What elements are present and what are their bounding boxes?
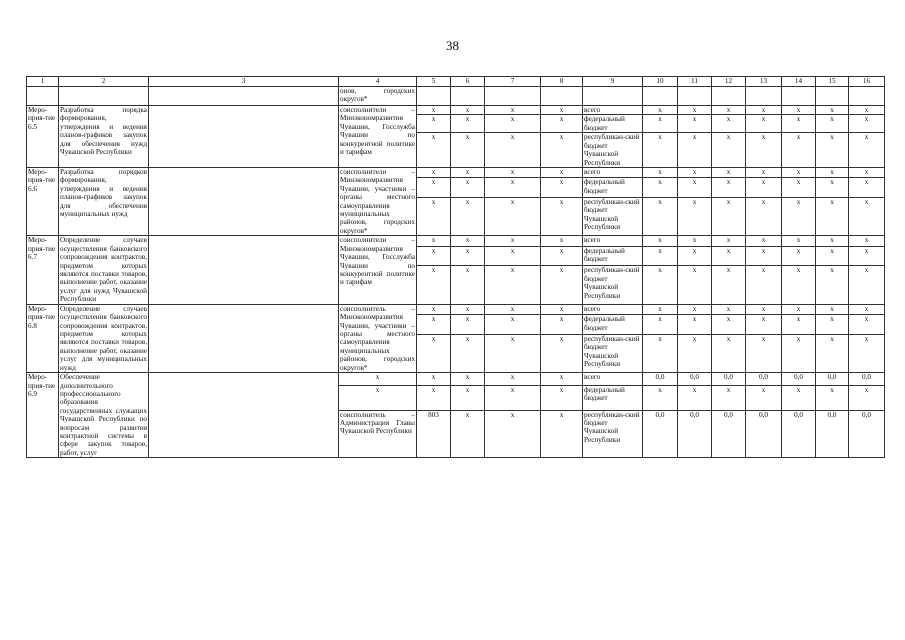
year-value: x	[712, 198, 746, 236]
year-value: x	[643, 246, 678, 266]
year-value: x	[712, 133, 746, 168]
empty-cell	[27, 87, 59, 106]
year-value: x	[816, 106, 849, 115]
year-value: x	[643, 236, 678, 246]
year-value: x	[712, 266, 746, 304]
header-cell: 6	[451, 77, 485, 87]
year-value: x	[782, 246, 816, 266]
year-value: x	[782, 106, 816, 115]
activity-code: Меро-прия-тие 6.5	[27, 106, 59, 168]
year-value: x	[782, 178, 816, 198]
year-value: x	[678, 334, 712, 372]
code-vr: x	[541, 198, 583, 236]
funding-source: федеральный бюджет	[583, 246, 643, 266]
year-value: x	[678, 115, 712, 133]
activity-executors: соисполнители – Минэкономразвития Чувашии, Госслужба Чувашии по конкурентной политике и тарифам	[339, 106, 417, 168]
code-vr: x	[541, 315, 583, 335]
code-gr: x	[417, 373, 451, 386]
activity-name: Обеспечение дополнительного профессионального образования государственных служащих Чувашской Республики по вопросам развития контрактной системы в сфере закупок товаров, работ, услуг	[60, 373, 147, 457]
header-cell: 13	[746, 77, 782, 87]
year-value: x	[782, 334, 816, 372]
year-value: x	[816, 246, 849, 266]
code-gr: x	[417, 198, 451, 236]
activity-row	[27, 236, 885, 246]
code-rz: x	[451, 236, 485, 246]
code-csr: x	[485, 266, 541, 304]
year-value: x	[746, 386, 782, 411]
year-value: 0,0	[849, 373, 885, 386]
year-value: x	[816, 178, 849, 198]
program-table	[26, 76, 885, 458]
activity-name: Определение случаев осуществления банковского сопровождения контрактов, предметом которых являются поставки товаров, выполнение работ, оказание услуг для муниципальных нужд	[60, 304, 147, 372]
year-value: x	[849, 334, 885, 372]
code-gr: 803	[417, 410, 451, 458]
header-cell: 15	[816, 77, 849, 87]
activity-row	[27, 304, 885, 314]
year-value: x	[712, 304, 746, 314]
code-gr: x	[417, 236, 451, 246]
funding-source: всего	[583, 167, 643, 177]
year-value: x	[849, 304, 885, 314]
year-value: x	[849, 246, 885, 266]
year-value: x	[746, 106, 782, 115]
code-rz: x	[451, 106, 485, 115]
year-value: x	[849, 236, 885, 246]
year-value: x	[816, 198, 849, 236]
year-value: x	[746, 246, 782, 266]
code-vr: x	[541, 236, 583, 246]
code-csr: x	[485, 178, 541, 198]
year-value: 0,0	[746, 373, 782, 386]
code-csr: x	[485, 386, 541, 411]
year-value: x	[712, 334, 746, 372]
year-value: x	[643, 178, 678, 198]
year-value: x	[678, 106, 712, 115]
year-value: x	[746, 266, 782, 304]
year-value: x	[643, 304, 678, 314]
empty-cell	[485, 87, 541, 106]
year-value: 0,0	[678, 373, 712, 386]
empty-cell	[417, 87, 451, 106]
empty-cell	[816, 87, 849, 106]
code-rz: x	[451, 373, 485, 386]
funding-source: всего	[583, 304, 643, 314]
year-value: x	[816, 266, 849, 304]
code-gr: x	[417, 106, 451, 115]
code-vr: x	[541, 334, 583, 372]
activity-code: Меро-прия-тие 6.7	[27, 236, 59, 304]
funding-source: республикан-ский бюджет Чувашской Республики	[583, 334, 643, 372]
code-vr: x	[541, 178, 583, 198]
year-value: x	[643, 115, 678, 133]
code-rz: x	[451, 178, 485, 198]
code-csr: x	[485, 198, 541, 236]
funding-source: республикан-ский бюджет Чувашской Республики	[583, 266, 643, 304]
year-value: x	[782, 236, 816, 246]
year-value: 0,0	[746, 410, 782, 458]
code-gr: x	[417, 246, 451, 266]
code-vr: x	[541, 304, 583, 314]
year-value: x	[678, 386, 712, 411]
header-cell: 11	[678, 77, 712, 87]
header-cell: 3	[149, 77, 339, 87]
empty-cell	[849, 87, 885, 106]
empty-cell	[149, 304, 339, 372]
year-value: x	[782, 304, 816, 314]
code-csr: x	[485, 133, 541, 168]
code-rz: x	[451, 198, 485, 236]
year-value: x	[643, 198, 678, 236]
activity-row	[27, 106, 885, 115]
year-value: 0,0	[849, 410, 885, 458]
header-cell: 14	[782, 77, 816, 87]
activity-executors: соисполнитель – Администрация Главы Чувашской Республики	[339, 410, 417, 458]
funding-source: федеральный бюджет	[583, 386, 643, 411]
year-value: x	[712, 167, 746, 177]
empty-cell	[541, 87, 583, 106]
code-rz: x	[451, 167, 485, 177]
header-cell: 4	[339, 77, 417, 87]
year-value: x	[678, 304, 712, 314]
code-gr: x	[417, 304, 451, 314]
header-cell: 1	[27, 77, 59, 87]
year-value: x	[643, 315, 678, 335]
code-rz: x	[451, 266, 485, 304]
year-value: x	[816, 304, 849, 314]
year-value: 0,0	[816, 373, 849, 386]
year-value: 0,0	[782, 373, 816, 386]
activity-name: Разработка порядков формирования, утверждения и ведения планов-графиков закупок для обеспечения муниципальных нужд	[59, 167, 149, 235]
code-rz: x	[451, 246, 485, 266]
year-value: x	[816, 167, 849, 177]
header-cell: 2	[59, 77, 149, 87]
empty-cell	[451, 87, 485, 106]
code-rz: x	[451, 410, 485, 458]
empty-cell	[643, 87, 678, 106]
year-value: x	[712, 236, 746, 246]
year-value: x	[816, 334, 849, 372]
year-value: x	[643, 106, 678, 115]
code-vr: x	[541, 115, 583, 133]
year-value: x	[782, 167, 816, 177]
year-value: x	[746, 304, 782, 314]
funding-source: республикан-ский бюджет Чувашской Республики	[583, 410, 643, 458]
funding-source: республикан-ский бюджет Чувашской Республики	[583, 133, 643, 168]
year-value: x	[816, 315, 849, 335]
year-value: 0,0	[643, 410, 678, 458]
empty-cell	[746, 87, 782, 106]
year-value: x	[849, 106, 885, 115]
code-gr: x	[417, 133, 451, 168]
year-value: x	[782, 198, 816, 236]
year-value: 0,0	[816, 410, 849, 458]
code-rz: x	[451, 115, 485, 133]
code-vr: x	[541, 266, 583, 304]
year-value: x	[678, 178, 712, 198]
year-value: x	[782, 266, 816, 304]
year-value: 0,0	[643, 373, 678, 386]
activity-code: Меро-прия-тие 6.9	[27, 373, 59, 458]
header-cell: 16	[849, 77, 885, 87]
year-value: x	[782, 133, 816, 168]
empty-cell	[782, 87, 816, 106]
code-rz: x	[451, 304, 485, 314]
year-value: 0,0	[678, 410, 712, 458]
year-value: x	[782, 386, 816, 411]
year-value: x	[643, 133, 678, 168]
year-value: x	[712, 115, 746, 133]
empty-cell	[149, 106, 339, 168]
year-value: x	[678, 133, 712, 168]
code-rz: x	[451, 386, 485, 411]
header-cell: 8	[541, 77, 583, 87]
year-value: x	[849, 266, 885, 304]
year-value: x	[746, 236, 782, 246]
code-gr: x	[417, 167, 451, 177]
year-value: x	[746, 167, 782, 177]
funding-source: федеральный бюджет	[583, 178, 643, 198]
year-value: x	[712, 178, 746, 198]
code-csr: x	[485, 167, 541, 177]
header-cell: 12	[712, 77, 746, 87]
year-value: x	[678, 315, 712, 335]
code-rz: x	[451, 133, 485, 168]
funding-source: всего	[583, 236, 643, 246]
empty-cell	[149, 167, 339, 235]
year-value: x	[712, 106, 746, 115]
code-csr: x	[485, 410, 541, 458]
activity-executors: соисполнитель – Минэкономразвития Чувашии, участники – органы местного самоуправления муниципальных районов, городских округов*	[340, 304, 415, 372]
year-value: x	[746, 334, 782, 372]
activity-row	[27, 167, 885, 177]
code-gr: x	[417, 386, 451, 411]
code-gr: x	[417, 315, 451, 335]
year-value: x	[816, 386, 849, 411]
year-value: x	[712, 246, 746, 266]
year-value: x	[678, 246, 712, 266]
empty-cell	[678, 87, 712, 106]
year-value: x	[849, 167, 885, 177]
code-csr: x	[485, 315, 541, 335]
year-value: x	[746, 198, 782, 236]
activity-code: Меро-прия-тие 6.8	[27, 304, 59, 372]
code-vr: x	[541, 373, 583, 386]
year-value: x	[746, 133, 782, 168]
year-value: x	[678, 266, 712, 304]
year-value: x	[849, 178, 885, 198]
page-number: 38	[446, 38, 459, 53]
year-value: x	[712, 386, 746, 411]
empty-cell	[149, 236, 339, 304]
year-value: x	[849, 386, 885, 411]
empty-cell	[712, 87, 746, 106]
code-vr: x	[541, 410, 583, 458]
code-gr: x	[417, 334, 451, 372]
code-csr: x	[485, 373, 541, 386]
header-cell: 9	[583, 77, 643, 87]
code-csr: x	[485, 236, 541, 246]
header-cell: 10	[643, 77, 678, 87]
header-row	[27, 77, 885, 87]
funding-source: всего	[583, 106, 643, 115]
code-gr: x	[417, 115, 451, 133]
year-value: x	[816, 236, 849, 246]
funding-source: федеральный бюджет	[583, 115, 643, 133]
year-value: x	[678, 167, 712, 177]
year-value: x	[643, 334, 678, 372]
header-cell: 7	[485, 77, 541, 87]
year-value: 0,0	[712, 373, 746, 386]
year-value: x	[643, 167, 678, 177]
code-gr: x	[417, 178, 451, 198]
code-csr: x	[485, 304, 541, 314]
year-value: x	[849, 133, 885, 168]
empty-cell	[583, 87, 643, 106]
code-csr: x	[485, 246, 541, 266]
activity-name: Разработка порядка формирования, утверждения и ведения планов-графиков закупок для обеспечения нужд Чувашской Республики	[59, 106, 149, 168]
year-value: x	[746, 115, 782, 133]
executor-mark: x	[339, 373, 417, 386]
code-csr: x	[485, 334, 541, 372]
year-value: x	[678, 236, 712, 246]
code-vr: x	[541, 106, 583, 115]
code-csr: x	[485, 115, 541, 133]
activity-executors: соисполнители – Минэкономразвития Чувашии, Госслужба Чувашии по конкурентной политике и тарифам	[339, 236, 417, 304]
year-value: x	[816, 115, 849, 133]
code-vr: x	[541, 386, 583, 411]
funding-source: федеральный бюджет	[583, 315, 643, 335]
code-gr: x	[417, 266, 451, 304]
code-rz: x	[451, 315, 485, 335]
code-rz: x	[451, 334, 485, 372]
activity-executors: соисполнители – Минэкономразвития Чувашии, участники – органы местного самоуправления муниципальных районов, городских округов*	[340, 167, 415, 235]
year-value: x	[746, 315, 782, 335]
continuation-row	[27, 87, 885, 106]
year-value: x	[816, 133, 849, 168]
funding-source: республикан-ский бюджет Чувашской Республики	[583, 198, 643, 236]
funding-source: всего	[583, 373, 643, 386]
activity-name: Определение случаев осуществления банковского сопровождения контрактов, предметом которых являются поставки товаров, выполнение работ, оказание услуг для нужд Чувашской Республики	[60, 236, 147, 304]
empty-cell	[149, 87, 339, 106]
year-value: x	[782, 115, 816, 133]
executor-mark: x	[339, 386, 417, 411]
code-vr: x	[541, 246, 583, 266]
header-cell: 5	[417, 77, 451, 87]
code-vr: x	[541, 133, 583, 168]
year-value: x	[643, 266, 678, 304]
year-value: x	[746, 178, 782, 198]
year-value: x	[849, 198, 885, 236]
year-value: x	[782, 315, 816, 335]
year-value: 0,0	[782, 410, 816, 458]
year-value: x	[643, 386, 678, 411]
year-value: x	[849, 315, 885, 335]
continuation-executors: онов, городских округов*	[339, 87, 417, 106]
code-csr: x	[485, 106, 541, 115]
year-value: x	[712, 315, 746, 335]
code-vr: x	[541, 167, 583, 177]
year-value: 0,0	[712, 410, 746, 458]
year-value: x	[849, 115, 885, 133]
activity-row	[27, 373, 885, 386]
year-value: x	[678, 198, 712, 236]
empty-cell	[59, 87, 149, 106]
empty-cell	[149, 373, 339, 458]
activity-code: Меро-прия-тие 6.6	[27, 167, 59, 235]
